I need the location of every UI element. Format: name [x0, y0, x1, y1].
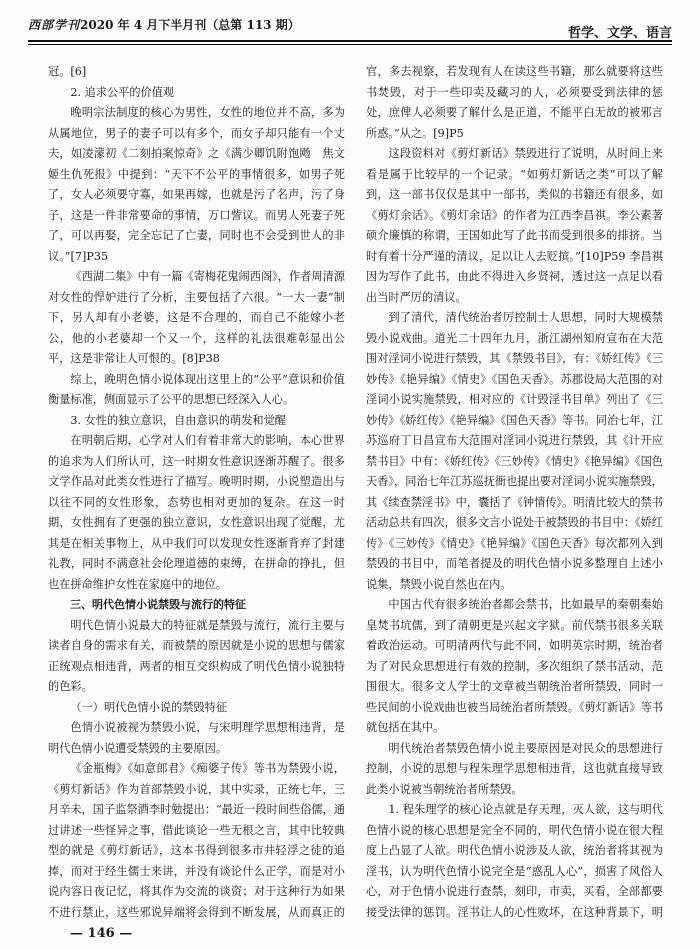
- section-heading: 2. 追求公平的价值观: [70, 85, 175, 99]
- journal-info: [28, 16, 300, 33]
- paragraph: 色情小说被视为禁毁小说，与宋明理学思想相违背，是明代色情小说遭受禁毁的主要原因。: [48, 721, 345, 755]
- paragraph: 《金瓶梅》《如意郎君》《痴婆子传》等书为禁毁小说，《剪灯新话》作为首部禁毁小说，其中实录，正统七年，三月辛未，国子监祭酒李时勉提出：“最近一段时间些俗儒，通过讲述一些怪异之事，借此谈论一些无根之言，其中比较典型的就是《剪灯新话》，这本书得到很多市井轻浮之徒的追捧，而对于经生儒士来讲，并没有谈论什么正学，而是对小说内容日夜记忆，将其作为交流的谈资；对于这种行为如果不进行禁止，这些邪说异端将会得到不断发展，从而真正的: [48, 762, 345, 919]
- header-rule: [28, 40, 672, 42]
- section-heading: 三、明代色情小说禁毁与流行的特征: [70, 598, 246, 611]
- paragraph: 官，多去视察，若发现有人在读这些书籍，那么就要将这些书焚毁，对于一些印卖及藏习的人，必须要受到法律的惩处，庶俾人必须要了解什么是正道，不能平白无故的被邪言所惑。”从之。[9]P5: [366, 65, 663, 140]
- paragraph: 到了清代，清代统治者厉控制士人思想，同时大规模禁毁小说戏曲。道光二十四年九月，浙江湖州知府宣布在大范围对淫词小说进行禁毁，其《禁毁书目》，有：《娇红传》《三妙传》《艳异编》《情史》《国色天香》。苏郡设局大范围的对淫词小说实施禁毁，相对应的《计毁淫书目单》列出了《三妙传》《娇红传》《艳异编》《国色天香》等书。同治七年，江苏巡府丁日昌宣布大范围对淫词小说进行禁毁，其《计开应禁书目》中有：《娇红传》《三妙传》《情史》《艳异编》《国色天香》，同治七年江苏巡抚衙也提出要对淫词小说实施禁毁，其《续查禁淫书》中，囊括了《钟情传》。明清比较大的禁书活动总共有四次，很多文言小说处于被禁毁的书目中：《娇红传》《三妙传》《情史》《艳异编》《国色天香》每次都列入到禁毁的书目中，而笔者提及的明代色情小说多整理自上述小说集，禁毁小说自然也在内。: [366, 311, 663, 591]
- paragraph: 中国古代有很多统治者都会禁书，比如最早的秦朝秦始皇焚书坑儒，到了清朝更是兴起文字狱。前代禁书很多关联着政治运动。可明清两代与此不同，如明英宗时期，统治者为了对民众思想进行有效的控制，多次组织了禁书活动，范围很大。很多文人学士的文章被当朝统治者所禁毁，同时一些民间的小说戏曲也被当局统治者所禁毁。《剪灯新话》等书就包括在其中。: [366, 598, 663, 734]
- paragraph: 这段资料对《剪灯新话》禁毁进行了说明，从时间上来看是属于比较早的一个记录。“如剪灯新话之类”可以了解到，这一部书仅仅是其中一部书，类似的书籍还有很多，如《剪灯余话》。《剪灯余话》的作者为江西李昌祺。李公素著硕介廉慎的称谓，王国如此写了此书而受到很多的排挤。当时有着十分严谨的清议，足以让人去贬摈。”[10]P59 李昌祺因为写作了此书，由此不得进入乡贤祠，透过这一点足以看出当时严厉的清议。: [366, 147, 663, 304]
- right-column: [366, 62, 663, 924]
- section-title: 哲学、文学、语言: [567, 26, 672, 41]
- issue-info: 2020 年 4 月下半月刊（总第 113 期）: [80, 18, 300, 32]
- section-heading: （一）明代色情小说的禁毁特征: [70, 700, 228, 714]
- page-number: — 146 —: [70, 926, 133, 941]
- paragraph: 综上，晚明色情小说体现出这里上的“公平”意识和价值衡量标准，侧面显示了公平的思想已经深入人心。: [48, 372, 345, 406]
- section-heading: 3. 女性的独立意识，自由意识的萌发和觉醒: [70, 413, 286, 427]
- paragraph: 在明朝后期，心学对人们有着非常大的影响，本心世界的追求为人们所认可，这一时期女性意识逐渐苏醒了。很多文学作品对此类女性进行了描写。晚明时期，小说塑造出与以往不同的女性形象，态势也相对更加的复杂。在这一时期，女性拥有了更强的独立意识，女性意识出现了觉醒，尤其是在相关事物上，从中我们可以发现女性逐渐背弃了封建礼教，同时不满意社会伦理道德的束缚，在拼命的挣扎，但也在拼命维护女性在家庭中的地位。: [48, 434, 345, 591]
- paragraph: 明代统治者禁毁色情小说主要原因是对民众的思想进行控制，小说的思想与程朱理学思想相违背，这也就直接导致此类小说被当朝统治者所禁毁。: [366, 741, 663, 796]
- paragraph: 冠。[6]: [48, 65, 87, 78]
- page-header: [28, 6, 672, 41]
- paragraph: 《西湖二集》中有一篇《寄梅花鬼闹西阁》，作者周清源对女性的悍妒进行了分析，主要包括了六很。“一大一妻”制下，另人却有小老婆，这是不合理的，而自己不能嫁小老公，他的小老婆却一个又一个，这样的礼法很难彰显出公平，这是非常让人可恨的。[8]P38: [48, 270, 345, 365]
- paragraph: 晚明宗法制度的核心为男性，女性的地位并不高，多为从属地位，男子的妻子可以有多个，而女子却只能有一个丈夫，如凌濛初《二刻拍案惊奇》之《满少卿饥附饱飏 焦文姬生仇死报》中提到：“天下不公平的事情很多，如男子死了，女人必须要守寡，如果再嫁，也就是污了名声，污了身子，这是一件非常要命的事情，万口訾议。而男人死妻子死了，可以再娶，完全忘记了亡妻，同时也不会受到世人的非议。”[7]P35: [48, 106, 345, 263]
- header-rule-thin: [28, 44, 672, 45]
- paragraph: 1. 程朱理学的核心论点就是存天理，灭人欲，这与明代色情小说的核心思想是完全不同的，明代色情小说在很大程度上凸显了人欲。明代色情小说涉及人欲，统治者将其视为淫书，认为明代色情小说完全是“惑乱人心”，损害了风俗人心，对于色情小说进行查禁，刻印，市卖，买看，全部都要接受法律的惩罚。淫书让人的心性败坏，在这种背景下，明: [366, 803, 663, 919]
- journal-name: 西部学刊: [28, 18, 81, 32]
- paragraph: 明代色情小说最大的特征就是禁毁与流行，流行主要与读者自身的需求有关，而被禁的原因就是小说的思想与儒家正统观点相违背，两者的相互交织构成了明代色情小说独特的色彩。: [48, 618, 345, 693]
- left-column: [48, 62, 345, 924]
